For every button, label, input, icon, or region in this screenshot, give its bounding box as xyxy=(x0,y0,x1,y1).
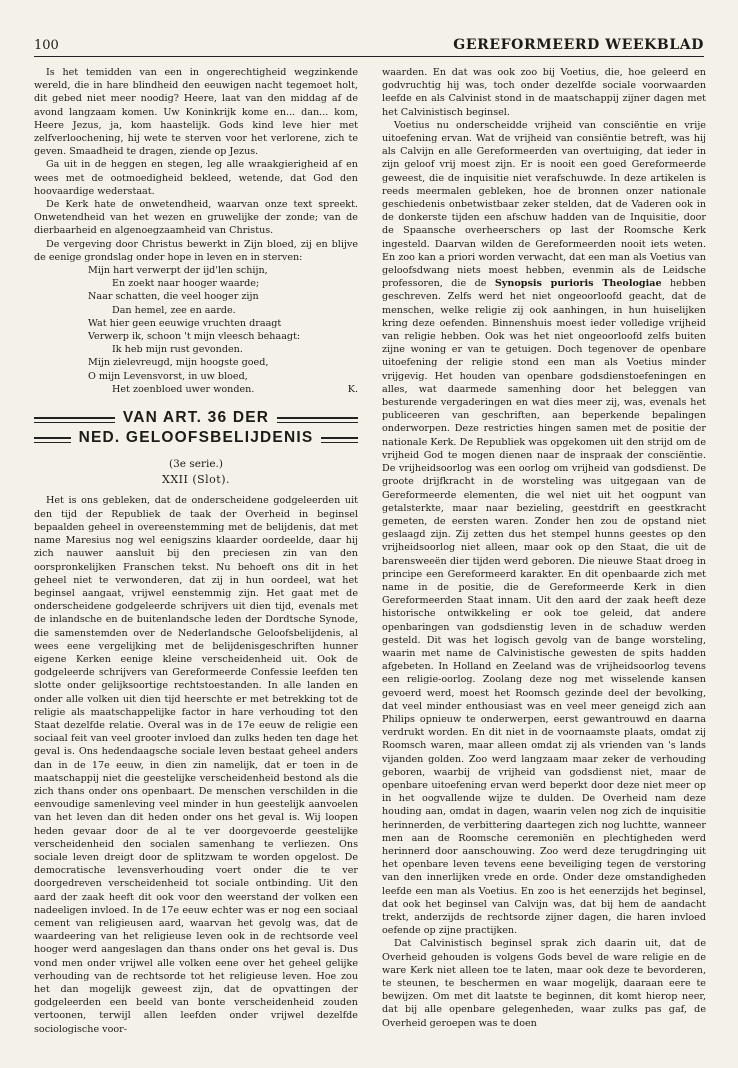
heading-row-1 xyxy=(34,408,358,428)
part-label: XXII (Slot). xyxy=(161,473,231,487)
article-heading xyxy=(34,408,358,448)
paragraph-text: hebben geschreven. Zelfs werd het niet ongeoorloofd geacht, dat de menschen, welke religie zij ook aanhingen, in hun huiselijken kring deze oefenden. Binnenshuis moest ieder volledige vrijheid van religie hebben. Ook was het niet ongeoorloofd zelfs buiten zijne woning er van te getuigen. Doch tegenover de openbare uitoefening der religie stond een man als Voetius minder vrijgevig. Het houden van openbare godsdienstoefeningen en alles, wat daarmede samenhing door het beleggen van besturende vergaderingen en wat dies meer zij, was, evenals het publiceeren van geschriften, aan beperkende bepalingen onderworpen. Deze restricties hingen samen met de positie der nationale Kerk. De Republiek was opgekomen uit den strijd om de vrijheid God te mogen dienen naar de inspraak der consciëntie. De vrijheidsoorlog was een oorlog om vrijheid van godsdienst. De groote drijfkracht in de worsteling was uitgegaan van de Gereformeerde elementen, die wel niet uit het oogpunt van getalsterkte, maar naar bezieling, geestdrift en geestkracht gemeten, de eersten waren. Zonder hen zou de opstand niet geslaagd zijn. Zij zetten dus het stempel hunns geestes op den vrijheidsoorlog niet alleen, maar ook op den Staat, die uit de barensweeën dier tijden werd geboren. Die nieuwe Staat droeg in principe een Gereformeerd karakter. En dit openbaarde zich met name in de positie, die de Gereformeerde Kerk in dien Gereformeerden Staat innam. Uit den aard der zaak heeft deze historische ontwikkeling er ook toe geleid, dat andere openbaringen van godsdienstig leven in de schaduw werden gesteld. Dit was het logisch gevolg van de bange worsteling, waarin met name de Calvinistische gewesten de spits hadden afgebeten. In Holland en Zeeland was de vrijheidsoorlog tevens een religie-oorlog. Zoolang deze nog met wisselende kansen gevoerd werd, moest het Roomsch gezinde deel der bevolking, dat veel minder enthousiast was en veel meer geneigd zich aan Philips opnieuw te onderwerpen, eerst gewantrouwd en daarna verdrukt worden. En dit niet in de voornaamste plaats, omdat zij Roomsch waren, maar alleen omdat zij als vrienden van 's lands vijanden golden. Zoo werd langzaam maar zeker de verhouding geboren, waarbij de vrijheid van godsdienst niet, maar de openbare uitoefening ervan werd beperkt door deze niet meer op in het oogvallende wijze te dulden. De Overheid nam deze houding aan, omdat in dagen, waarin velen nog zich de inquisitie herinnerden, de verbittering daartegen zich nog luchtte, wanneer men aan de Roomsche ceremoniën en plechtigheden werd herinnerd door aanschouwing. Zoo werd deze terugdringing uit het openbare leven tevens eene beveiliging tegen de verstoring van den innerlijken vrede en orde. Onder deze omstandigheden leefde een man als Voetius. En zoo is het eenerzijds het beginsel, dat ook het beginsel van Calvijn was, dat bij hem de aandacht trekt, anderzijds de rechtsorde zijner dagen, die haren invloed oefende op zijne practijken. xyxy=(382,278,706,937)
paragraph: Ga uit in de heggen en stegen, leg alle wraakgierigheid af en wees met de ootmoedigheid bekleed, wetende, dat God den hoovaardige wederstaat. xyxy=(34,159,358,197)
paragraph: De vergeving door Christus bewerkt in Zijn bloed, zij en blijve de eenige grondslag onder hope in leven en in sterven: xyxy=(34,238,358,263)
poem-line: Wat hier geen eeuwige vruchten draagt xyxy=(88,317,282,329)
poem-line: Naar schatten, die veel hooger zijn xyxy=(88,291,259,303)
heading-line-2: NED. GELOOFSBELIJDENIS xyxy=(78,429,314,447)
poem-line: Mijn hart verwerpt der ijd'len schijn, xyxy=(88,265,268,277)
paragraph: De Kerk hate de onwetendheid, waarvan onze text spreekt. Onwetendheid van het wezen en gruwelijke der zonde; van de dierbaarheid en algenoegzaamheid van Christus. xyxy=(34,199,358,237)
heading-rule xyxy=(321,437,358,439)
right-column xyxy=(382,66,706,1030)
poem-line: En zoekt naar hooger waarde; xyxy=(112,278,260,290)
heading-line-1: VAN ART. 36 DER xyxy=(122,409,270,427)
poem-line: O mijn Levensvorst, in uw bloed, xyxy=(88,370,248,382)
poem-line: Het zoenbloed uwer wonden. xyxy=(112,383,255,395)
poem-line: Mijn zielevreugd, mijn hoogste goed, xyxy=(88,357,269,369)
page-header xyxy=(34,34,704,57)
paragraph xyxy=(382,119,706,938)
series-label: (3e serie.) xyxy=(169,458,223,471)
paragraph: Het is ons gebleken, dat de onderscheidene godgeleerden uit den tijd der Republiek de taak der Overheid in beginsel bepaalden geheel in overeenstemming met de belijdenis, dat met name Maresius nog wel eenigszins klaarder oordeelde, daar hij zich nauwer aansluit bij den preciesen zin van den oorspronkelijken Franschen tekst. Nu behoeft ons dit in het geheel niet te verwonderen, dat zij in hun oordeel, wat het beginsel aangaat, vrijwel eenstemmig zijn. Het gaat met de onderscheidene godgeleerde schrijvers uit dien tijd, evenals met de inlandsche en de buitenlandsche leden der Dordtsche Synode, die samenstemden over de Nederlandsche Geloofsbelijdenis, al wees eene vergelijking met de belijdenisgeschriften hunner eigene Kerken eenige kleine verscheidenheid uit. Ook de godgeleerde schrijvers van Gereformeerde Confessie leefden ten slotte onder gelijksoortige rechtstoestanden. In alle landen en onder alle volken uit dien tijd heerschte er met betrekking tot de religie als maatschappelijke factor in hare verhouding tot den Staat dezelfde relatie. Overal was in de 17e eeuw de religie een sociaal feit van veel grooter invloed dan zulks heden ten dage het geval is. Ons hedendaagsche sociale leven bestaat geheel anders dan in de 17e eeuw, in dien zin namelijk, dat er toen in de maatschappij niet die geestelijke verscheidenheid bestond als die zich thans onder ons openbaart. De menschen verschilden in die eenvoudige samenleving veel minder in hun geestelijk aanvoelen van het leven dan dit heden onder ons het geval is. Wij loopen heden gevaar door de al te ver doorgevoerde geestelijke verscheidenheid den socialen samenhang te verliezen. Ons sociale leven dreigt door de splitzwam te worden opgelost. De democratische levensverhouding voert onder die te ver doorgedreven verscheidenheid tot sociale ontbinding. Uit den aard der zaak heeft dit ook voor den weerstand der volken een nadeeligen invloed. In de 17e eeuw echter was er nog een sociaal cement van religieusen aard, waarvan het gevolg was, dat de waardeering van het religieuse leven ook in de rechtsorde veel hooger werd aangeslagen dan thans onder ons het geval is. Dus vond men onder vrijwel alle volken eene over het geheel gelijke verhouding van de rechtsorde tot het religieuse leven. Hoe zou het dan mogelijk geweest zijn, dat de opvattingen der godgeleerden een beeld van bonte verscheidenheid zouden vertoonen, terwijl allen leefden onder vrijwel dezelfde sociologische voor- xyxy=(34,495,358,1035)
journal-title: GEREFORMEERD WEEKBLAD xyxy=(453,37,704,53)
poem xyxy=(34,264,358,396)
left-column xyxy=(34,66,358,1036)
paragraph-text: Voetius nu onderscheidde vrijheid van consciëntie en vrije uitoefening ervan. Wat de vrijheid van consiëntie betreft, was hij als Calvijn en alle Gereformeerden van overtuiging, dat ieder in zijn geloof vrij moest zijn. Er is nooit een goed Gereformeerde geweest, die de inquisitie niet verafschuwde. In deze artikelen is reeds meermalen gebleken, hoe de bronnen onzer nationale geschiedenis onbetwistbaar zeker stelden, dat de Vaderen ook in de donkerste tijden een afschuw hadden van de Inquisitie, door de Spaansche overheerschers op last der Roomsche Kerk ingesteld. Daarvan wilden de Gereformeerden nooit iets weten. En zoo kan a priori worden verwacht, dat een man als Voetius van geloofsdwang niets moest hebben, evenmin als de Leidsche professoren, die de xyxy=(382,119,706,290)
heading-row-2 xyxy=(34,428,358,448)
poem-last-line xyxy=(88,383,358,396)
paragraph: Dat Calvinistisch beginsel sprak zich daarin uit, dat de Overheid gehouden is volgens Gods bevel de ware religie en de ware Kerk niet alleen toe te laten, maar ook deze te bevorderen, te steunen, te beschermen en waar mogelijk, daaraan eere te bewijzen. Om met dit laatste te beginnen, dit komt hierop neer, dat bij alle openbare gelegenheden, waar zulks pas gaf, de Overheid geroepen was te doen xyxy=(382,938,706,1029)
book-title: Synopsis purioris Theologiae xyxy=(494,278,662,290)
paragraph: Is het temidden van een in ongerechtigheid wegzinkende wereld, die in hare blindheid den eeuwigen nacht tegemoet holt, dit gebed niet meer noodig? Heere, laat van den middag af de avond langzaam komen. Uw Koninkrijk kome en... dan... kom, Heere Jezus, ja, kom haastelijk. Gods kind leve hier met zelfverloochening, hij wete te sterven voor het verlorene, zich te geven. Smaadheid te dragen, ziende op Jezus. xyxy=(34,67,358,158)
author-signature: K. xyxy=(347,383,358,395)
poem-line: Dan hemel, zee en aarde. xyxy=(112,304,236,316)
poem-line: Ik heb mijn rust gevonden. xyxy=(112,344,243,356)
heading-rule xyxy=(34,417,115,419)
heading-rule xyxy=(277,417,358,419)
page-number: 100 xyxy=(34,38,59,53)
paragraph: waarden. En dat was ook zoo bij Voetius, die, hoe geleerd en godvruchtig hij was, toch onder dezelfde sociale voorwaarden leefde en als Calvinist stond in de maatschappij zijner dagen met het Calvinistisch beginsel. xyxy=(382,67,706,118)
heading-rule xyxy=(34,437,71,439)
poem-line: Verwerp ik, schoon 't mijn vleesch behaagt: xyxy=(88,331,301,343)
